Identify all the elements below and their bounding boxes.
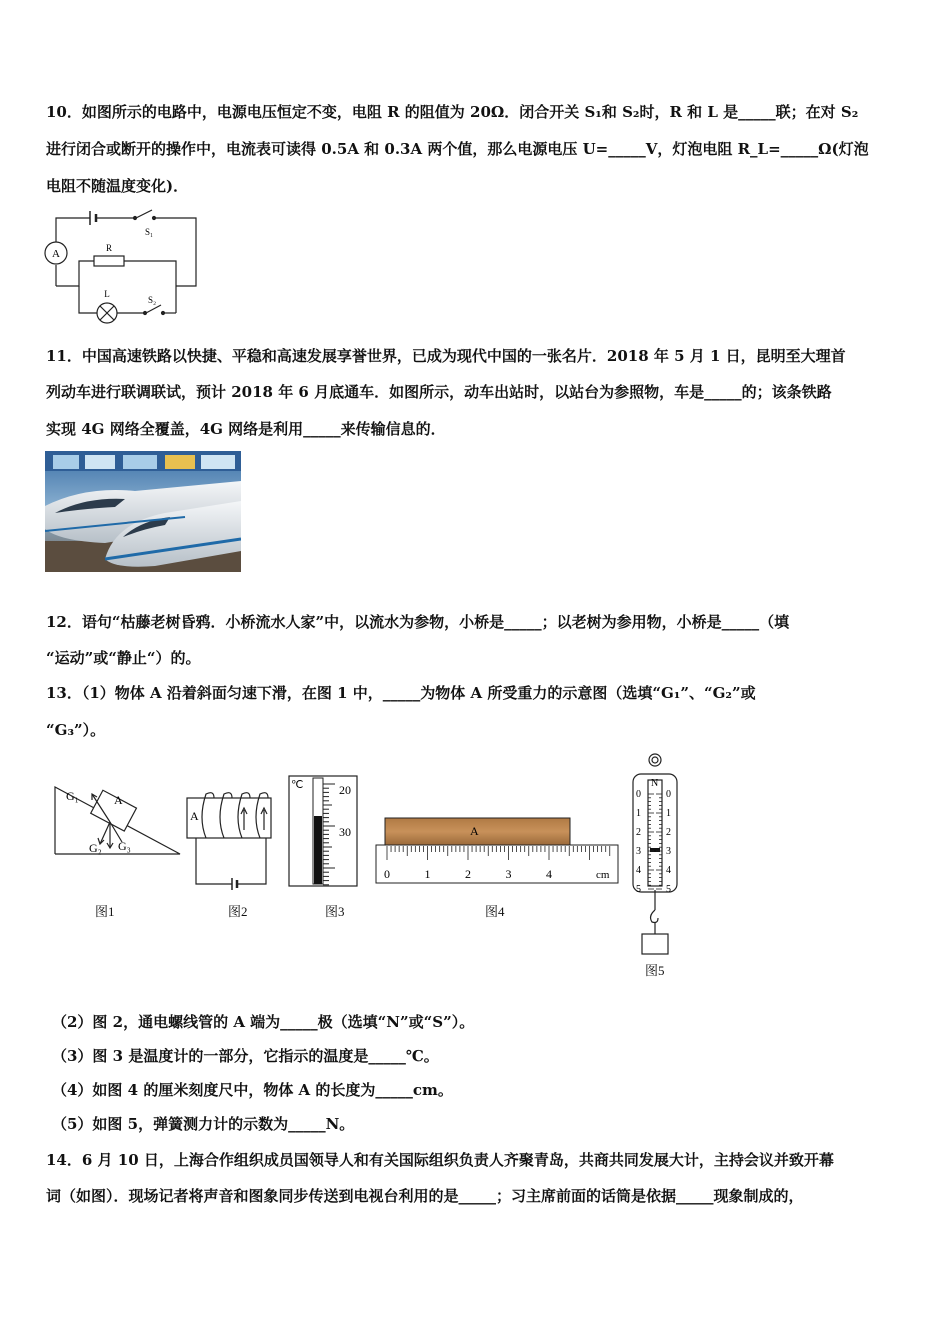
scale-number-left: 3 [636,846,641,857]
figure1-incline [52,782,184,862]
figure4-ruler [374,816,622,886]
q11-line1: 11．中国高速铁路以快捷、平稳和高速发展享誉世界，已成为现代中国的一张名片．2018 年 5 月 1 日，昆明至大理首 [46,347,846,365]
figure3-thermometer [287,774,359,888]
high-speed-train-photo [45,451,241,572]
figure5-spring-scale [628,752,682,964]
q13-part4: （4）如图 4 的厘米刻度尺中，物体 A 的长度为_____cm。 [52,1081,453,1099]
q13-line1: 13．（1）物体 A 沿着斜面匀速下滑，在图 1 中，_____为物体 A 所受重力的示意图（选填“G₁”、“G₂”或 [46,684,756,702]
q12-line1: 12．语句“枯藤老树昏鸦．小桥流水人家”中，以流水为参物，小桥是_____；以老树为参用物，小桥是_____（填 [46,613,790,631]
scale-number-right: 1 [666,808,671,819]
fig4-block-label: A [470,824,479,838]
scale-number-left: 0 [636,789,641,800]
q12-line2: “运动”或“静止“）的。 [46,649,201,667]
scale-number-left: 1 [636,808,641,819]
q10-line3: 电阻不随温度变化)． [46,177,189,195]
fig3-unit: ℃ [291,779,304,791]
fig1-g3-label: G₃ [118,839,131,853]
q13-part3: （3）图 3 是温度计的一部分，它指示的温度是_____℃。 [52,1047,439,1065]
q13-line2: “G₃”）。 [46,721,106,739]
scale-number-right: 4 [666,865,671,876]
switch2-label: S₂ [148,295,157,305]
q11-line3: 实现 4G 网络全覆盖，4G 网络是利用_____来传输信息的． [46,420,446,438]
fig1-g2-label: G₂ [89,841,102,855]
scale-number-right: 3 [666,846,671,857]
ruler-number: 1 [424,867,431,881]
scale-number-left: 4 [636,865,641,876]
fig5-unit: N [651,778,659,789]
scale-number-right: 0 [666,789,671,800]
q11-line2: 列动车进行联调联试，预计 2018 年 6 月底通车．如图所示，动车出站时，以站台为参照物，车是_____的；该条铁路 [46,383,832,401]
scale-number-left: 2 [636,827,641,838]
figure4-caption: 图4 [485,904,505,919]
figure2-solenoid [184,790,276,890]
figure5-caption: 图5 [645,963,665,978]
q13-part5: （5）如图 5，弹簧测力计的示数为_____N。 [52,1115,355,1133]
circuit-diagram [44,208,204,330]
resistor-label: R [105,243,113,253]
fig1-g1-label: G₁ [66,789,79,803]
ruler-number: 4 [546,867,552,881]
ruler-number: 0 [384,867,390,881]
fig3-tick-30: 30 [339,825,351,839]
ammeter-label: A [52,248,60,260]
lamp-label: L [104,289,110,299]
q14-line2: 词（如图）．现场记者将声音和图象同步传送到电视台利用的是_____；习主席前面的话筒是依据_____现象制成的， [46,1187,804,1205]
fig3-tick-20: 20 [339,783,351,797]
ruler-number: 3 [505,867,512,881]
switch1-label: S₁ [145,227,154,237]
q10-line2: 进行闭合或断开的操作中，电流表可读得 0.5A 和 0.3A 两个值，那么电源电压 U=_____V，灯泡电阻 R_L=_____Ω(灯泡 [46,140,869,158]
ruler-number: 2 [465,867,471,881]
scale-number-right: 2 [666,827,671,838]
fig1-block-label: A [114,793,123,807]
fig4-unit: cm [596,869,610,881]
q13-part2: （2）图 2，通电螺线管的 A 端为_____极（选填“N”或“S”）。 [52,1013,475,1031]
figure1-caption: 图1 [95,904,115,919]
q10-line1: 10．如图所示的电路中，电源电压恒定不变，电阻 R 的阻值为 20Ω．闭合开关 S₁和 S₂时，R 和 L 是_____联；在对 S₂ [46,103,859,121]
figure3-caption: 图3 [325,904,345,919]
fig2-end-label: A [190,809,199,823]
scale-number-right: 5 [666,884,671,895]
scale-number-left: 5 [636,884,641,895]
figure2-caption: 图2 [228,904,248,919]
q14-line1: 14．6 月 10 日，上海合作组织成员国领导人和有关国际组织负责人齐聚青岛，共商共同发展大计，主持会议并致开幕 [46,1151,834,1169]
